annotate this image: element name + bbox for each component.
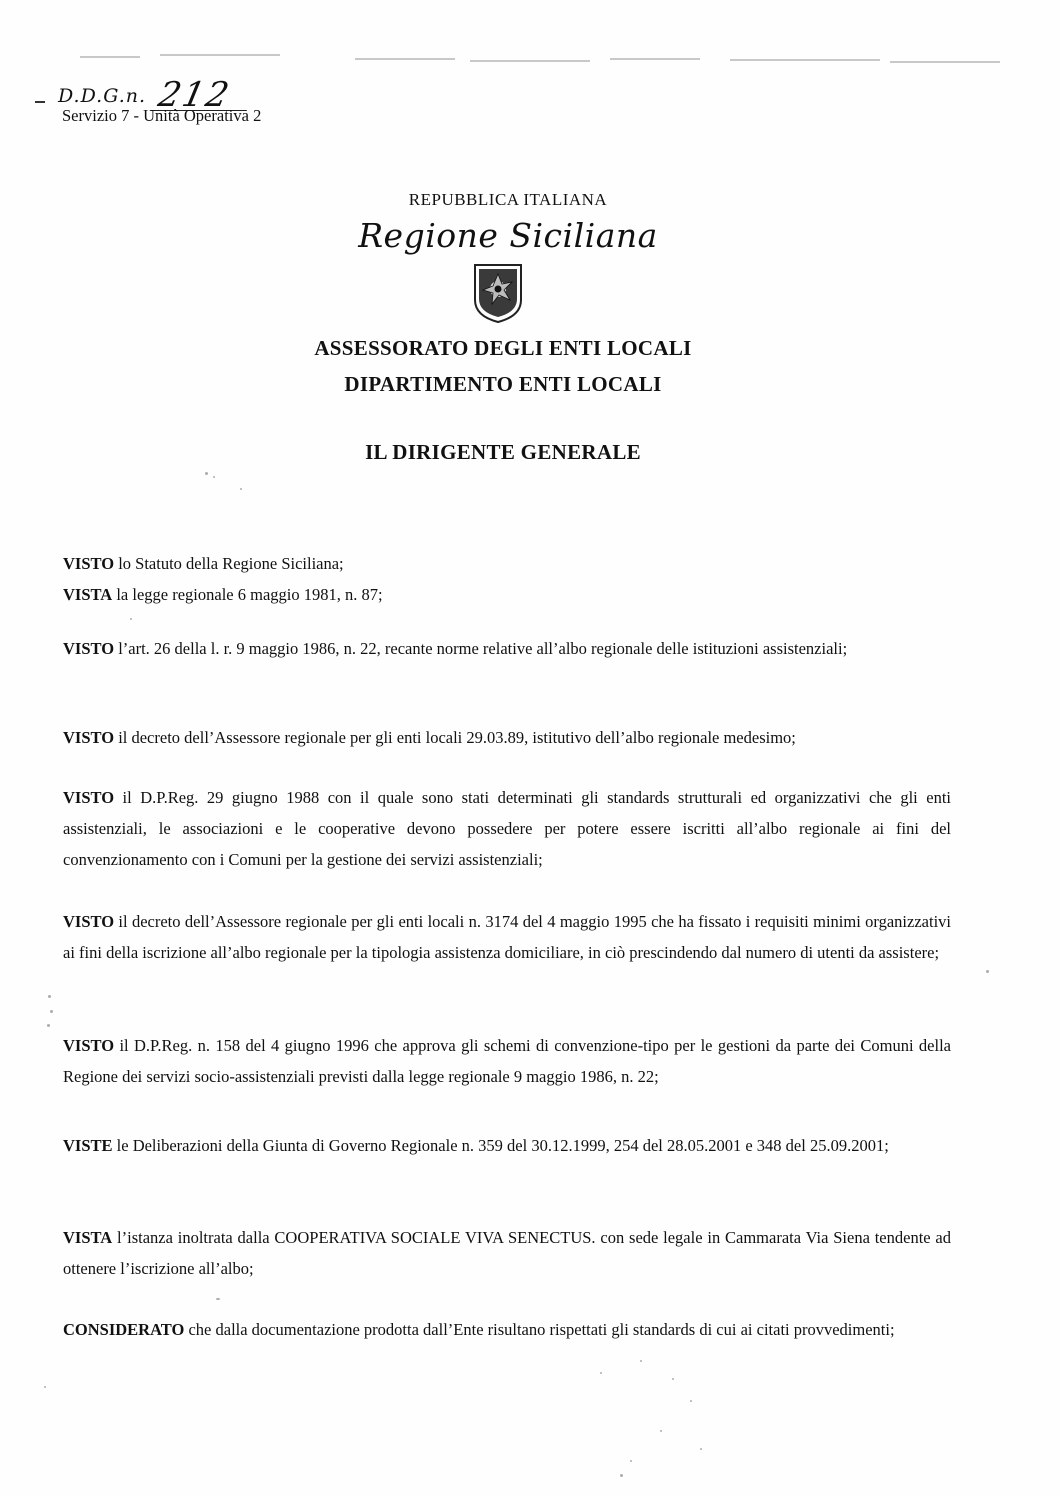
region-heading: Regione Siciliana	[358, 216, 658, 255]
scan-speck	[630, 1460, 632, 1462]
paragraph-keyword: VISTO	[63, 912, 115, 931]
region-emblem-icon	[472, 262, 524, 324]
paragraph	[63, 722, 951, 753]
paragraph-text: le Deliberazioni della Giunta di Governo Regionale n. 359 del 30.12.1999, 254 del 28.05.2001 e 348 del 25.09.2001;	[112, 1136, 889, 1155]
paragraph-keyword: VISTA	[63, 585, 113, 604]
paragraph-keyword: VISTA	[63, 1228, 113, 1247]
scan-speck	[600, 1372, 602, 1374]
paragraph-keyword: VISTO	[63, 639, 115, 658]
paragraph-text: il decreto dell’Assessore regionale per gli enti locali n. 3174 del 4 maggio 1995 che ha fissato i requisiti minimi organizzativi ai fini della iscrizione all’albo regionale per la tipologia assistenza domiciliare, in ciò prescindendo dal numero di utenti da assistere;	[63, 912, 951, 962]
paragraph-text: il decreto dell’Assessore regionale per gli enti locali 29.03.89, istitutivo dell’albo regionale medesimo;	[114, 728, 796, 747]
assessorato-heading: ASSESSORATO DEGLI ENTI LOCALI	[314, 336, 692, 360]
paragraph-keyword: CONSIDERATO	[63, 1320, 185, 1339]
scan-speck	[205, 472, 208, 475]
paragraph-keyword: VISTE	[63, 1136, 113, 1155]
scan-speck	[47, 1024, 50, 1027]
scan-speck	[240, 488, 242, 490]
scan-speck	[660, 1430, 662, 1432]
paragraph-keyword: VISTO	[63, 1036, 115, 1055]
paragraph-text: il D.P.Reg. 29 giugno 1988 con il quale sono stati determinati gli standards strutturali ed organizzativi che gli enti assistenziali, le associazioni e le cooperative devono possedere per potere essere iscritti all’albo regionale ai fini del convenzionamento con i Comuni per la gestione dei servizi assistenziali;	[63, 788, 951, 869]
service-office: Servizio 7 - Unità Operativa 2	[62, 106, 262, 125]
paragraph-keyword: VISTO	[63, 554, 115, 573]
paragraph	[63, 579, 951, 610]
decree-prefix: D.D.G.n.	[58, 85, 147, 107]
paragraph	[63, 633, 951, 664]
director-heading: IL DIRIGENTE GENERALE	[365, 440, 641, 464]
republic-heading: REPUBBLICA ITALIANA	[408, 190, 608, 209]
paragraph	[63, 782, 951, 875]
scan-speck	[50, 1010, 53, 1013]
scan-speck	[700, 1448, 702, 1450]
scan-noise-strip	[70, 50, 1010, 70]
paragraph-text: l’istanza inoltrata dalla COOPERATIVA SOCIALE VIVA SENECTUS. con sede legale in Cammarata Via Siena tendente ad ottenere l’iscrizione all’albo;	[63, 1228, 951, 1278]
paragraph-keyword: VISTO	[63, 788, 115, 807]
paragraph	[63, 906, 951, 968]
paragraph	[63, 548, 951, 579]
scan-speck	[213, 476, 215, 478]
paragraph	[63, 1030, 951, 1092]
paragraph-text: lo Statuto della Regione Siciliana;	[114, 554, 344, 573]
department-heading: DIPARTIMENTO ENTI LOCALI	[344, 372, 662, 396]
paragraph-text: l’art. 26 della l. r. 9 maggio 1986, n. 22, recante norme relative all’albo regionale delle istituzioni assistenziali;	[114, 639, 848, 658]
paragraph	[63, 1130, 951, 1161]
paragraph	[63, 1314, 951, 1345]
paragraph-text: che dalla documentazione prodotta dall’Ente risultano rispettati gli standards di cui ai citati provvedimenti;	[184, 1320, 895, 1339]
scan-speck	[620, 1474, 623, 1477]
margin-mark	[35, 101, 45, 103]
paragraph-text: la legge regionale 6 maggio 1981, n. 87;	[112, 585, 383, 604]
scan-speck	[986, 970, 989, 973]
scan-speck	[672, 1378, 674, 1380]
scan-speck	[216, 1298, 220, 1300]
paragraph	[63, 1222, 951, 1284]
scan-speck	[48, 995, 51, 998]
scan-speck	[130, 618, 132, 620]
paragraph-text: il D.P.Reg. n. 158 del 4 giugno 1996 che approva gli schemi di convenzione-tipo per le gestioni da parte dei Comuni della Regione dei servizi socio-assistenziali previsti dalla legge regionale 9 maggio 1986, n. 22;	[63, 1036, 951, 1086]
paragraph-keyword: VISTO	[63, 728, 115, 747]
scan-speck	[690, 1400, 692, 1402]
decree-number-handwritten: 212	[150, 80, 253, 111]
scan-speck	[44, 1386, 46, 1388]
scan-speck	[640, 1360, 642, 1362]
